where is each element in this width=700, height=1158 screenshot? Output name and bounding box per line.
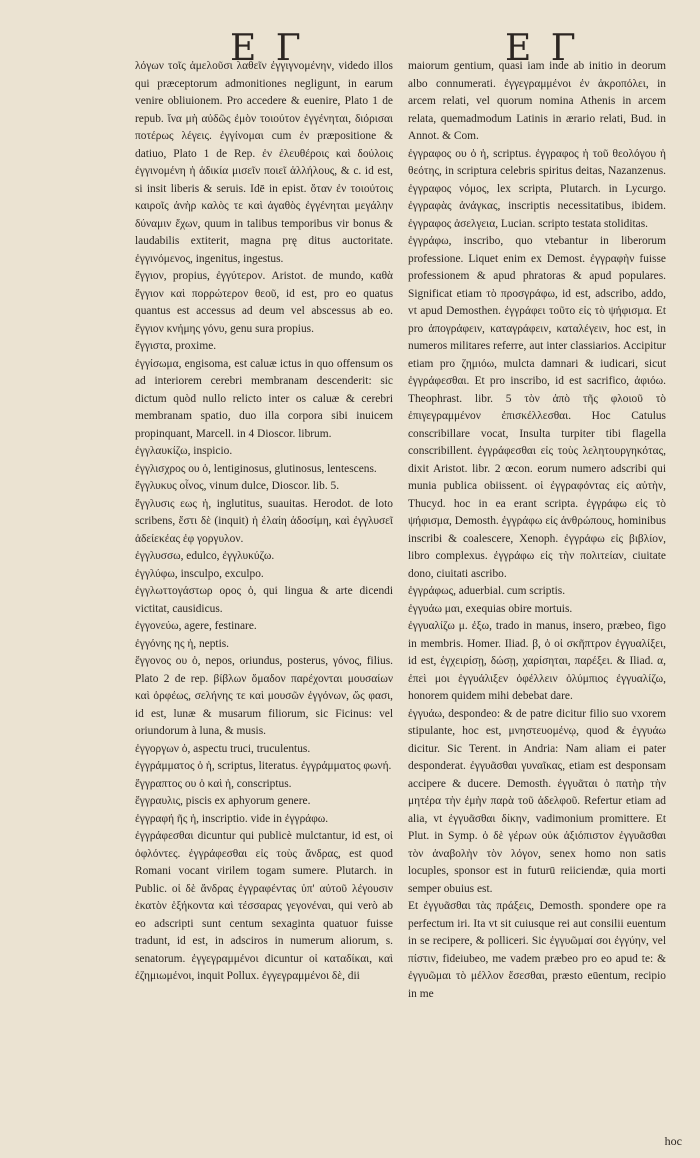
dictionary-entry: ἐγγυάω μαι, exequias obire mortuis. [408, 602, 573, 615]
dictionary-entry: ἐγγραφος ου ὁ ἡ, scriptus. ἐγγραφος ἡ τοῦ θεολόγου ἡ θεότης, in scriptura celebris spiritus deitas, Nazanzenus. ἐγγραφος νόμος, lex scripta, Plutarch. in Lycurgo. ἐγγραφὰς ἀνάγκας, inscriptis necessitatibus, ibidem. ἐγγραφος ἀσελγεια, Lucian. scripto testata stoliditas. [408, 147, 666, 230]
dictionary-entry: ἔγγιον, propius, ἐγγύτερον. Aristot. de mundo, καθὰ ἔγγιον καὶ πορρώτερον θεοῦ, id est, pro eo quatus quantus est accessus ad deum vel abscessus ab eo. ἔγγιον κνήμης γόνυ, genu sura propius. [135, 270, 393, 335]
dictionary-entry: ἐγγραφή ῆς ἡ, inscriptio. vide in ἐγγράφω. [135, 812, 329, 825]
dictionary-entry: ἔγγλυκυς οἶνος, vinum dulce, Dioscor. lib. 5. [135, 480, 340, 492]
dictionary-entry: ἔγγραπτος ου ὁ καὶ ἡ, conscriptus. [135, 777, 292, 790]
dictionary-entry: ἐγγράφως, aduerbial. cum scriptis. [408, 585, 566, 597]
dictionary-entry: ἐγγλισχρος ου ὁ, lentiginosus, glutinosus, lentescens. [135, 462, 377, 475]
right-column [408, 58, 666, 1003]
dictionary-entry: ἐγγλυσσω, edulco, ἐγγλυκύζω. [135, 550, 275, 562]
catchword: hoc [664, 1134, 682, 1148]
left-column [135, 58, 393, 986]
dictionary-entry: ἐγγράφεσθαι dicuntur qui publicè mulctantur, id est, οἱ ὀφλόντες. ἐγγράφεσθαι εἰς τοὺς ἄνδρας, est quod Romani vocant virilem togam sumere. Plutarch. in Public. οἱ δὲ ἄνδρας ἐγγραφέντας ὑπ' αὐτοῦ λέγουσιν ἑκατὸν ἑξήκοντα καὶ τέσσαρας γεγονέναι, qui verò ab eo adscripti sunt centum sexaginta quatuor fuisse tradunt, id est, in adsciros in numerum aliorum, s. senatorum. ἐγγεγραμμένοι dicuntur οἱ καταδίκαι, καὶ ἐζημιωμένοι, inquit Pollux. ἐγγεγραμμένοι δὲ, dii [135, 830, 393, 982]
dictionary-entry: ἐγγυάω, despondeo: & de patre dicitur filio suo vxorem stipulante, hoc est, μνηστευομένῳ, quod & ἐγγυάω dicitur. Sic Terent. in Andria: Nam aliam ei pater desponderat. ἐγγυᾶσθαι γυναῖκας, etiam est desponsam accipere & ducere. Demosth. ἐγγυᾶται ὁ πατὴρ τὴν μητέρα τὴν ἐμὴν παρὰ τοῦ ἀδελφοῦ. Refertur etiam ad alia, vt ἐγγυᾶσθαι δίκην, vadimonium promittere. Et Plut. in Symp. ὁ δὲ γέρων οὐκ ἀξιόπιστον ἐγγυᾶσθαι τὸν ἀναβολὴν τὸν λόγον, senex homo non satis locuples, sponsor est in futurū reiiciendæ, quia morti semper obuius est. [408, 707, 666, 895]
dictionary-entry: ἐγγίσωμα, engisoma, est caluæ ictus in quo offensum os ad interiorem cerebri membranam descenderit: sic dictum quòd nullo relicto inter os caluæ & cerebri membranam spatio, duo illa corpora sibi inuicem propinquant, Marcell. in 4 Dioscor. librum. [135, 357, 393, 440]
dictionary-entry: ἐγγλύφω, insculpo, exculpo. [135, 567, 264, 580]
dictionary-entry: ἐγγυαλίζω μ. ἐξω, trado in manus, insero, præbeo, figo in membris. Homer. Iliad. β, ὁ οἱ σκῆπτρον ἐγγυαλίξει, id est, ἐγχειρίσῃ, δώσῃ, χαρίσηται, παρέξει. & Iliad. α, ἐπεὶ μοι ἐγγυάλιξεν ὀφέλλειν ὀλύμπιος ἐγγυαλίζω, honorem quidem mihi debebat dare. [408, 620, 666, 702]
dictionary-entry: ἐγγλαυκίζω, inspicio. [135, 445, 233, 457]
dictionary-entry: ἔγγιστα, proxime. [135, 340, 217, 352]
dictionary-entry: maiorum gentium, quasi iam inde ab initio in deorum albo connumerati. ἐγγεγραμμένοι ἐν ἀκροπόλει, in arcem relati, vel quorum nomina Athenis in arcem relata, quemadmodum Latinis in ærario relati, Bud. in Annot. & Com. [408, 60, 666, 142]
dictionary-entry: ἔγγλυσις εως ἡ, inglutitus, suauitas. Herodot. de loto scribens, ἔστι δὲ (inquit) ἡ ἐλαίη ἀδοσίμη, καὶ ἐγγλυσεῖ ἀδείεκέας ἐφ γοργυλον. [135, 497, 393, 545]
dictionary-entry: ἐγγόνης ης ἡ, neptis. [135, 637, 230, 650]
dictionary-entry: ἐγγλωττογάστωρ ορος ὁ, qui lingua & arte dicendi victitat, causidicus. [135, 585, 393, 615]
dictionary-entry: ἐγγράφω, inscribo, quo vtebantur in liberorum professione. Liquet enim ex Demost. ἐγγραφὴν fuisse professionem & apud phratoras & apud populares. Significat etiam τὸ προσγράφω, id est, adscribo, addo, vt apud Demosthen. ἐγγράφει τοῦτο εἰς τὸ ψήφισμα. Et pro ἀπογράφειν, καταγράφειν, καταλέγειν, hoc est, in numeros militares referre, aut inter classiarios. Accipitur etiam pro ζημιόω, mulcta damnari & iudicari, sicut ἐγγράφεσθαι. Et pro inscribo, id est sacrifico, ἀφιόω. Theophrast. libr. 5 τὸν ἀπὸ τῆς φλοιοῦ τὸ ἐπιγεγραμμένον ἐπισκέλλεσθαι. Hoc Catulus conscribillare vocat, Insulta turpiter tibi flagella conscribillent. ἐγγράφεσθαι εἰς τοὺς λελητουργηκότας, dixit Aristot. libr. 2 œcon. eorum numero adscribi qui munia publica obiissent. οἱ ἐγγραφόντας εἰς αὐτὴν, Thucyd. hoc in ea erant scripta. ἐγγράφω εἰς τὸ ψήφισμα, Demosth. ἐγγράφω εἰς ἀνθρώπους, hominibus inscribi & coalescere, Xenoph. ἐγγράφω εἰς βιβλίον, libro complexus. ἐγγράφω εἰς τὴν πολιτείαν, ciuitate dono, ciuitati ascribo. [408, 235, 666, 580]
running-header-left: E Γ [230, 28, 305, 69]
dictionary-entry: ἔγγονος ου ὁ, nepos, oriundus, posterus, γόνος, filius. Plato 2 de rep. βίβλων ὅμαδον παρέχονται μουσαίων καὶ ὀρφέως, σελήνης τε καὶ μουσῶν ἐγγόνων, ὥς φασι, id est, lunæ & musarum filiorum, sic Ficinus: vel oriundorum à luna, & musis. [135, 655, 393, 737]
dictionary-entry: λόγων τοῖς ἀμελοῦσι λαθεῖν ἐγγιγνομένην, videdo illos qui præceptorum admonitiones negligunt, in earum venire obliuionem. Pro accedere & euenire, Plato 1 de repub. ἵνα μὴ αὐδῶς ἐμὸν τοιούτον ἐγγένηται, διόρισαι ποτέρως λέγεις. ἐγγίνομαι cum ἐν præpositione & datiuo, Plato 1 de Rep. ἐν ἐλευθέροις καὶ δούλοις ἐγγινομένη ἡ ἀδικία μισεῖν ποιεῖ ἀλλήλους, & c. id est, si insit liberis & seruis. Idē in epist. ὅταν ἐν τοιούτοις καιροῖς ἀνὴρ καλὸς τε καὶ ἀγαθὸς ἐγγένηται μεγάλην δύναμιν ἔχων, quum in talibus temporibus vir bonus & laudabilis extiterit, magna prę ditus auctoritate. ἐγγινόμενος, ingenitus, ingestus. [135, 60, 393, 265]
dictionary-entry: Et ἐγγυᾶσθαι τὰς πράξεις, Demosth. spondere ope ra perfectum iri. Ita vt sit cuiusque rei aut consilii euentum in se recipere, & polliceri. Sic ἐγγυῶμαί σοι ἐγγύην, vel πίστιν, fideiubeo, me vadem præbeo pro eo apud te: & ἐγγυῶμαι τὸ μέλλον ἔσεσθαι, præsto eūentum, recipio in me [408, 900, 666, 1000]
dictionary-entry: ἐγγοργων ὁ, aspectu truci, truculentus. [135, 742, 311, 755]
dictionary-entry: ἐγγονεύω, agere, festinare. [135, 620, 257, 632]
running-header-right: E Γ [505, 28, 580, 69]
dictionary-entry: ἔγγραυλις, piscis ex aphyorum genere. [135, 795, 311, 807]
dictionary-entry: ἐγγράμματος ὁ ἡ, scriptus, literatus. ἐγγράμματος φωνή. [135, 760, 392, 772]
